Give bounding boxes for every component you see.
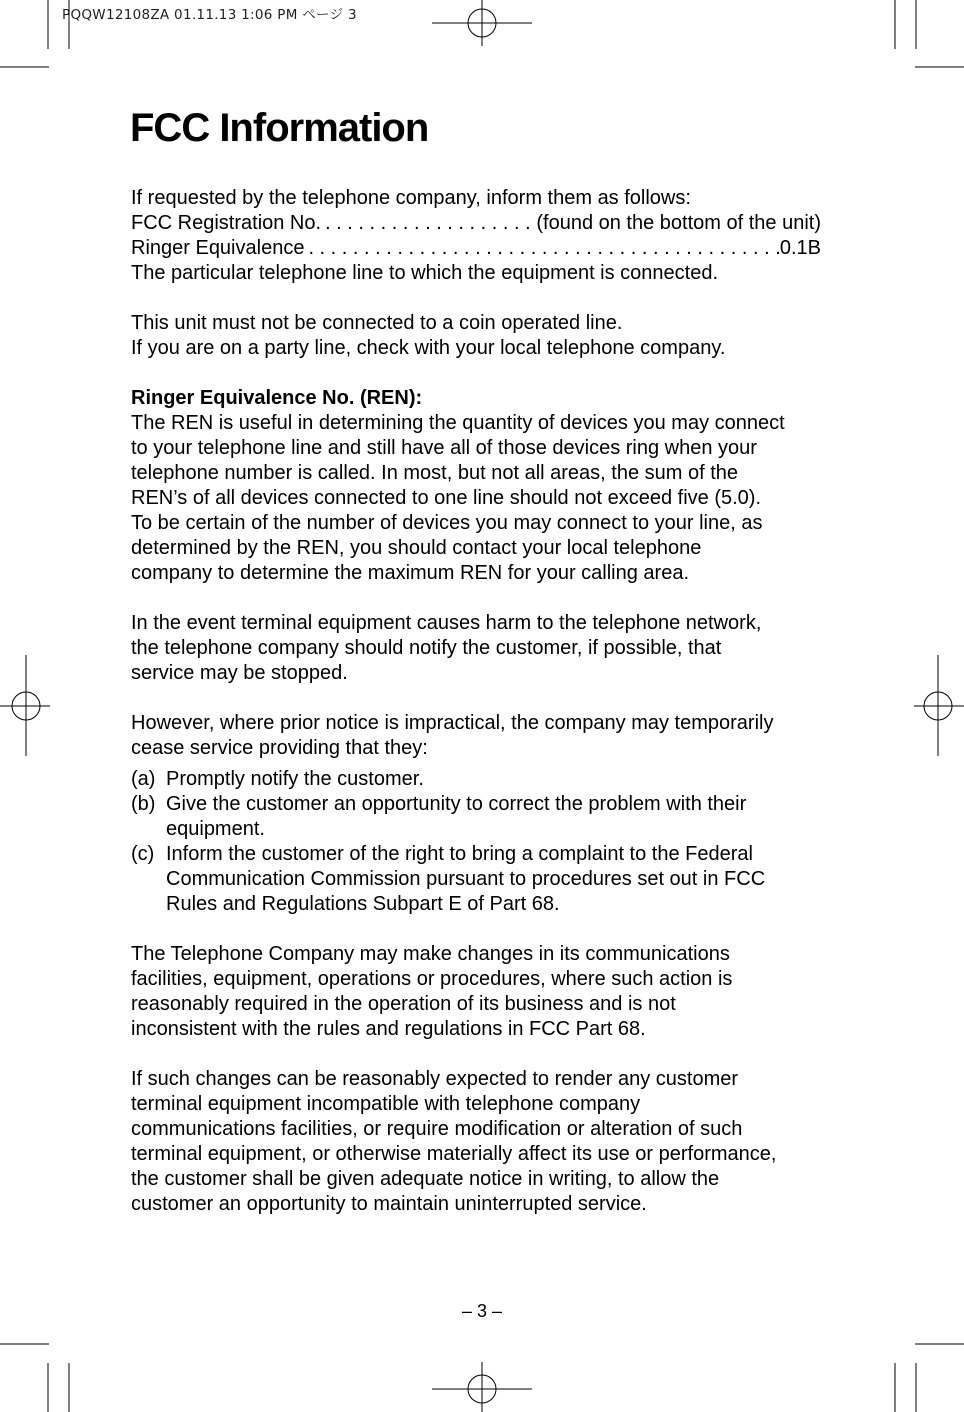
ren-line: to your telephone line and still have all of those devices ring when your [131, 437, 757, 459]
list-item-text [166, 792, 821, 842]
list-item [131, 792, 821, 842]
list-item-text [166, 842, 821, 917]
list-item [131, 767, 821, 792]
list-item-line: Rules and Regulations Subpart E of Part 68. [166, 893, 560, 915]
intro-line: If requested by the telephone company, inform them as follows: [131, 187, 691, 209]
incompatible-line: terminal equipment incompatible with telephone company [131, 1093, 641, 1115]
incompatible-line: terminal equipment, or otherwise materially affect its use or performance, [131, 1143, 777, 1165]
list-item-line: Inform the customer of the right to bring a complaint to the Federal [166, 843, 753, 865]
registration-mark-right [914, 655, 964, 756]
registration-mark-left [0, 655, 50, 756]
harm-line: In the event terminal equipment causes harm to the telephone network, [131, 612, 762, 634]
ringer-value: 0.1B [779, 237, 821, 259]
changes-line: The Telephone Company may make changes in its communications [131, 943, 730, 965]
ren-line: The REN is useful in determining the quantity of devices you may connect [131, 412, 785, 434]
list-item-text [166, 767, 821, 792]
list-item-line: Give the customer an opportunity to correct the problem with their [166, 793, 747, 815]
ringer-label: Ringer Equivalence [131, 237, 305, 259]
page-number: – 3 – [461, 1301, 503, 1321]
list-item [131, 842, 821, 917]
ren-line: company to determine the maximum REN for your calling area. [131, 562, 690, 584]
list-item-label: (b) [131, 793, 156, 815]
incompatible-line: If such changes can be reasonably expected to render any customer [131, 1068, 739, 1090]
incompatible-line: customer an opportunity to maintain uninterrupted service. [131, 1193, 647, 1215]
changes-line: inconsistent with the rules and regulations in FCC Part 68. [131, 1018, 646, 1040]
list-item-label: (c) [131, 843, 155, 865]
registration-row [131, 211, 821, 236]
registration-mark-bottom [432, 1362, 532, 1412]
incompatible-line: the customer shall be given adequate notice in writing, to allow the [131, 1168, 720, 1190]
list-item-label: (a) [131, 768, 156, 790]
coin-line: This unit must not be connected to a coin operated line. [131, 312, 623, 334]
ren-line: determined by the REN, you should contact your local telephone [131, 537, 702, 559]
party-line: If you are on a party line, check with your local telephone company. [131, 337, 726, 359]
changes-line: facilities, equipment, operations or procedures, where such action is [131, 968, 733, 990]
ren-heading: Ringer Equivalence No. (REN): [131, 387, 423, 409]
document-body [131, 186, 821, 1217]
print-slug: PQQW12108ZA 01.11.13 1:06 PM ページ 3 [62, 7, 357, 23]
harm-line: the telephone company should notify the customer, if possible, that [131, 637, 722, 659]
ren-line: REN’s of all devices connected to one line should not exceed five (5.0). [131, 487, 761, 509]
ringer-row [131, 236, 821, 261]
intro-line: The particular telephone line to which the equipment is connected. [131, 262, 719, 284]
changes-line: reasonably required in the operation of its business and is not [131, 993, 676, 1015]
notice-line: cease service providing that they: [131, 737, 428, 759]
dot-leader [321, 211, 536, 236]
harm-line: service may be stopped. [131, 662, 348, 684]
list-item-line: equipment. [166, 818, 265, 840]
conditions-list [131, 767, 821, 917]
page-title: FCC Information [130, 106, 429, 150]
incompatible-line: communications facilities, or require modification or alteration of such [131, 1118, 743, 1140]
notice-line: However, where prior notice is impractical, the company may temporarily [131, 712, 774, 734]
registration-value: (found on the bottom of the unit) [536, 212, 821, 234]
dot-leader [304, 236, 779, 261]
registration-label: FCC Registration No. [131, 212, 322, 234]
registration-mark-top [432, 0, 532, 46]
list-item-line: Communication Commission pursuant to procedures set out in FCC [166, 868, 766, 890]
list-item-line: Promptly notify the customer. [166, 768, 424, 790]
ren-line: telephone number is called. In most, but not all areas, the sum of the [131, 462, 739, 484]
ren-line: To be certain of the number of devices you may connect to your line, as [131, 512, 763, 534]
